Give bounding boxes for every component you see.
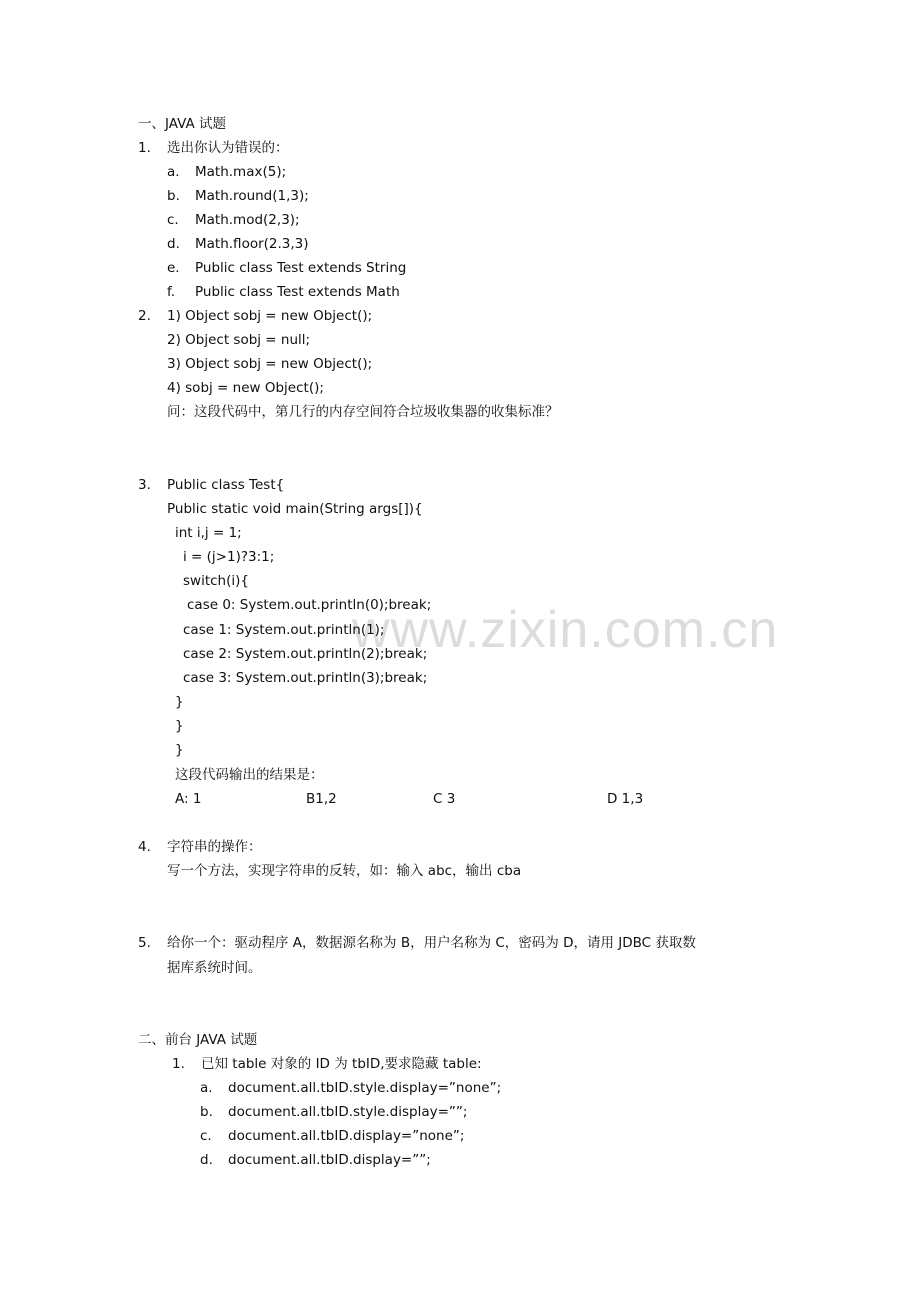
q3-code-line: case 1: System.out.println(1);	[183, 622, 385, 638]
q3-code-line: switch(i){	[183, 573, 249, 589]
q3-number: 3.	[138, 477, 151, 493]
s2-q1-option-label: b.	[200, 1104, 213, 1120]
q4-text: 写一个方法，实现字符串的反转，如：输入 abc，输出 cba	[167, 863, 522, 879]
q3-code-line: i = (j>1)?3:1;	[183, 549, 275, 565]
s2-q1-text: 已知 table 对象的 ID 为 tbID,要求隐藏 table:	[201, 1056, 482, 1072]
q4-number: 4.	[138, 839, 151, 855]
q3-question: 这段代码输出的结果是：	[175, 767, 324, 783]
s2-q1-option-text: document.all.tbID.display=””;	[228, 1152, 431, 1168]
q1-option-text: Math.max(5);	[195, 164, 287, 180]
q1-option-text: Public class Test extends String	[195, 260, 407, 276]
q2-number: 2.	[138, 308, 151, 324]
s2-q1-option-label: d.	[200, 1152, 213, 1168]
q3-code-line: case 2: System.out.println(2);break;	[183, 646, 428, 662]
section-2-title: 二、前台 JAVA 试题	[138, 1032, 258, 1048]
q1-option-text: Math.mod(2,3);	[195, 212, 300, 228]
q3-code-line: Public class Test{	[167, 477, 285, 493]
q1-option-label: e.	[167, 260, 180, 276]
s2-q1-option-text: document.all.tbID.display=”none”;	[228, 1128, 465, 1144]
q3-code-line: Public static void main(String args[]){	[167, 501, 423, 517]
section-1-title: 一、JAVA 试题	[138, 116, 227, 132]
q3-code-line: }	[175, 742, 184, 758]
q3-code-line: int i,j = 1;	[175, 525, 242, 541]
q3-answer-c: C 3	[433, 791, 456, 807]
q1-option-label: d.	[167, 236, 180, 252]
q1-option-label: c.	[167, 212, 179, 228]
q3-answer-a: A: 1	[175, 791, 202, 807]
s2-q1-option-label: c.	[200, 1128, 212, 1144]
q1-option-label: f.	[167, 284, 176, 300]
s2-q1-option-text: document.all.tbID.style.display=”none”;	[228, 1080, 502, 1096]
q5-text-line-2: 据库系统时间。	[167, 960, 262, 976]
q3-code-line: case 0: System.out.println(0);break;	[187, 597, 432, 613]
q1-option-label: b.	[167, 188, 180, 204]
q2-line: 3) Object sobj = new Object();	[167, 356, 373, 372]
q2-line: 2) Object sobj = null;	[167, 332, 311, 348]
q5-text-line-1: 给你一个：驱动程序 A，数据源名称为 B，用户名称为 C，密码为 D，请用 JDBC 获取数	[167, 935, 696, 951]
q1-option-text: Math.round(1,3);	[195, 188, 309, 204]
q2-question: 问：这段代码中，第几行的内存空间符合垃圾收集器的收集标准？	[167, 404, 559, 420]
q3-code-line: }	[175, 718, 184, 734]
watermark: www.zixin.com.cn	[352, 601, 779, 659]
q3-answer-d: D 1,3	[607, 791, 644, 807]
q4-title: 字符串的操作：	[167, 839, 262, 855]
q3-code-line: }	[175, 694, 184, 710]
s2-q1-option-text: document.all.tbID.style.display=””;	[228, 1104, 468, 1120]
q1-number: 1.	[138, 140, 151, 156]
q1-option-label: a.	[167, 164, 180, 180]
q1-option-text: Public class Test extends Math	[195, 284, 400, 300]
q5-number: 5.	[138, 935, 151, 951]
q2-line: 1) Object sobj = new Object();	[167, 308, 373, 324]
q1-text: 选出你认为错误的：	[167, 140, 289, 156]
q2-line: 4) sobj = new Object();	[167, 380, 324, 396]
q3-code-line: case 3: System.out.println(3);break;	[183, 670, 428, 686]
q3-answer-b: B1,2	[306, 791, 337, 807]
q1-option-text: Math.floor(2.3,3)	[195, 236, 309, 252]
s2-q1-number: 1.	[172, 1056, 185, 1072]
s2-q1-option-label: a.	[200, 1080, 213, 1096]
